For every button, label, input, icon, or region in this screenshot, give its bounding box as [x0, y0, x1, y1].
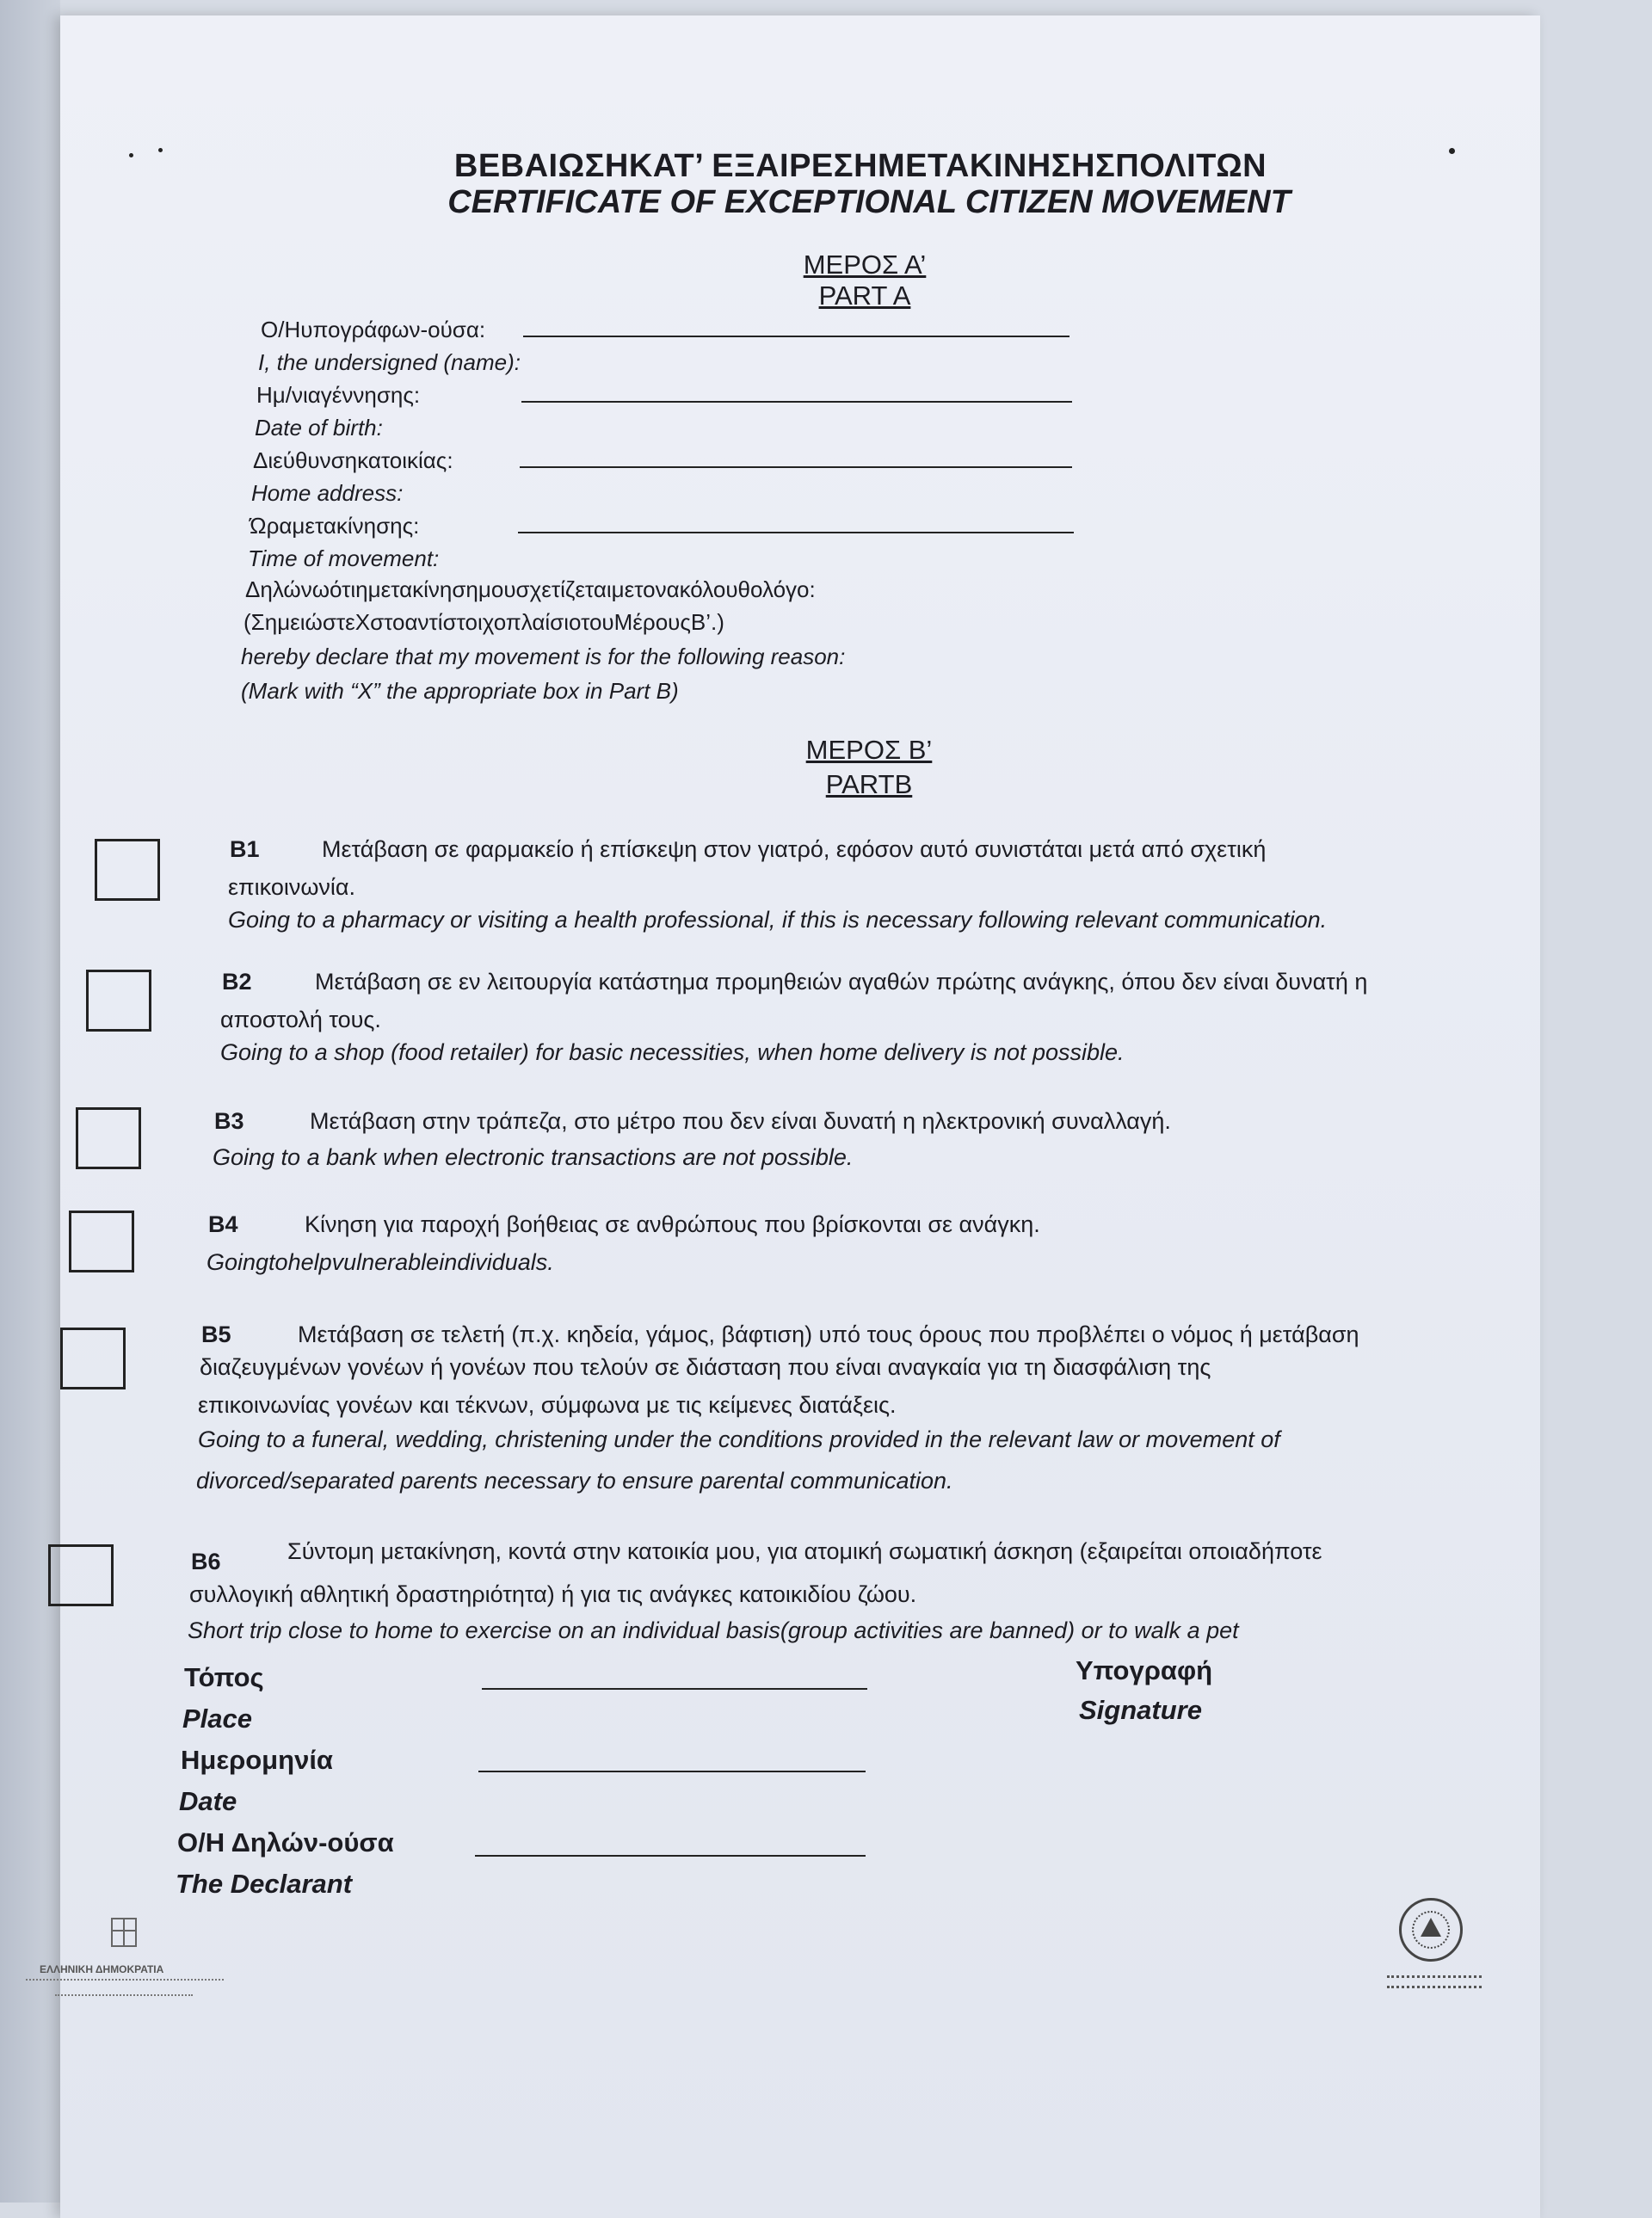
item-b5-greek-line-3: επικοινωνίας γονέων και τέκνων, σύμφωνα με τις κείμενες διατάξεις. [198, 1392, 897, 1418]
birth-date-label-greek: Ημ/νιαγέννησης: [256, 382, 421, 408]
table-surface [0, 0, 60, 2203]
item-b2-greek-line-2: αποστολή τους. [220, 1007, 381, 1032]
address-field-line[interactable] [520, 466, 1072, 468]
emblem-caption: ΕΛΛΗΝΙΚΗ ΔΗΜΟΚΡΑΤΙΑ [40, 1963, 164, 1975]
emblem-subcaption-line [55, 1994, 193, 2005]
signature-label-english: Signature [1079, 1695, 1202, 1725]
part-a-heading-english: PART A [818, 280, 911, 311]
item-b4-greek-line-1: Κίνηση για παροχή βοήθειας σε ανθρώπους που βρίσκονται σε ανάγκη. [305, 1211, 1040, 1237]
checkbox-b4[interactable] [69, 1211, 134, 1272]
item-b5-greek-line-1: Μετάβαση σε τελετή (π.χ. κηδεία, γάμος, βάφτιση) υπό τους όρους που προβλέπει ο νόμος ή μετάβαση [298, 1322, 1359, 1347]
item-b3-english-line-1: Going to a bank when electronic transactions are not possible. [213, 1144, 854, 1170]
date-label-english: Date [179, 1786, 237, 1816]
item-b2-greek-line-1: Μετάβαση σε εν λειτουργία κατάστημα προμηθειών αγαθών πρώτης ανάγκης, όπου δεν είναι δυνατή η [315, 969, 1368, 995]
declaration-english: hereby declare that my movement is for the following reason: [241, 644, 846, 669]
part-b-heading-english: PARTB [825, 769, 913, 799]
title-greek: ΒΕΒΑΙΩΣΗΚΑΤ’ ΕΞΑΙΡΕΣΗΜΕΤΑΚΙΝΗΣΗΣΠΟΛΙΤΩΝ [453, 148, 1267, 184]
seal-caption-line [1387, 1986, 1482, 1997]
item-code-b1: B1 [230, 836, 260, 862]
government-seal-icon [1399, 1898, 1463, 1962]
time-field-line[interactable] [518, 532, 1074, 533]
emblem-subcaption-line [26, 1979, 224, 1989]
declaration-greek: Δηλώνωότιημετακίνησημουσχετίζεταιμετονακόλουθολόγο: [245, 576, 816, 602]
part-a-heading-greek: ΜΕΡΟΣ Α’ [803, 250, 927, 280]
note-greek: (ΣημειώστεΧστοαντίστοιχοπλαίσιοτουΜέρουςΒ’.) [243, 609, 724, 635]
item-b6-english-line-1: Short trip close to home to exercise on an individual basis(group activities are banned) or to walk a pet [188, 1617, 1239, 1643]
date-label-greek: Ημερομηνία [181, 1745, 333, 1775]
item-b4-english-line-1: Goingtohelpvulnerableindividuals. [206, 1249, 554, 1275]
signature-label-greek: Υπογραφή [1076, 1655, 1213, 1685]
birth-date-label-english: Date of birth: [255, 415, 383, 441]
item-b5-english-line-1: Going to a funeral, wedding, christening under the conditions provided in the relevant law or movement of [198, 1426, 1280, 1452]
item-b1-english-line-1: Going to a pharmacy or visiting a health professional, if this is necessary following relevant communication. [228, 907, 1328, 933]
part-b-heading-greek: ΜΕΡΟΣ Β’ [805, 735, 933, 765]
item-b6-greek-line-1: Σύντομη μετακίνηση, κοντά στην κατοικία μου, για ατομική σωματική άσκηση (εξαιρείται οποιαδήποτε [287, 1538, 1322, 1564]
checkbox-b3[interactable] [76, 1107, 141, 1169]
checkbox-b5[interactable] [60, 1328, 126, 1389]
item-code-b5: B5 [201, 1322, 231, 1347]
name-label-greek: Ο/Ηυπογράφων-ούσα: [261, 317, 486, 342]
item-b1-greek-line-1: Μετάβαση σε φαρμακείο ή επίσκεψη στον γιατρό, εφόσον αυτό συνιστάται μετά από σχετική [322, 836, 1267, 862]
place-field-line[interactable] [482, 1688, 867, 1690]
declarant-field-line[interactable] [475, 1855, 866, 1857]
item-b5-english-line-2: divorced/separated parents necessary to ensure parental communication. [196, 1468, 953, 1494]
checkbox-b1[interactable] [95, 839, 160, 901]
address-label-english: Home address: [251, 480, 404, 506]
time-label-greek: Ώραμετακίνησης: [250, 513, 420, 539]
greek-emblem-icon [107, 1915, 141, 1950]
address-label-greek: Διεύθυνσηκατοικίας: [253, 447, 453, 473]
title-english: CERTIFICATE OF EXCEPTIONAL CITIZEN MOVEMENT [447, 184, 1291, 220]
item-b2-english-line-1: Going to a shop (food retailer) for basic necessities, when home delivery is not possible. [220, 1039, 1125, 1065]
birth-date-field-line[interactable] [521, 401, 1072, 403]
item-code-b2: B2 [222, 969, 252, 995]
item-code-b6: B6 [191, 1549, 221, 1574]
item-b1-greek-line-2: επικοινωνία. [228, 874, 356, 900]
name-field-line[interactable] [523, 336, 1069, 337]
declarant-label-greek: Ο/Η Δηλών-ούσα [177, 1827, 394, 1858]
item-b3-greek-line-1: Μετάβαση στην τράπεζα, στο μέτρο που δεν είναι δυνατή η ηλεκτρονική συναλλαγή. [310, 1108, 1171, 1134]
declarant-label-english: The Declarant [176, 1869, 353, 1899]
place-label-english: Place [182, 1704, 253, 1734]
checkbox-b2[interactable] [86, 970, 151, 1032]
name-label-english: I, the undersigned (name): [258, 349, 521, 375]
item-code-b3: B3 [214, 1108, 244, 1134]
note-english: (Mark with “X” the appropriate box in Part B) [241, 678, 679, 704]
item-b6-greek-line-2: συλλογική αθλητική δραστηριότητα) ή για τις ανάγκες κατοικιδίου ζώου. [189, 1581, 917, 1607]
place-label-greek: Τόπος [184, 1662, 264, 1692]
date-field-line[interactable] [478, 1771, 866, 1772]
checkbox-b6[interactable] [48, 1544, 114, 1606]
item-b5-greek-line-2: διαζευγμένων γονέων ή γονέων που τελούν σε διάσταση που είναι αναγκαία για τη διασφάλιση της [200, 1354, 1211, 1380]
item-code-b4: B4 [208, 1211, 238, 1237]
time-label-english: Time of movement: [248, 545, 440, 571]
